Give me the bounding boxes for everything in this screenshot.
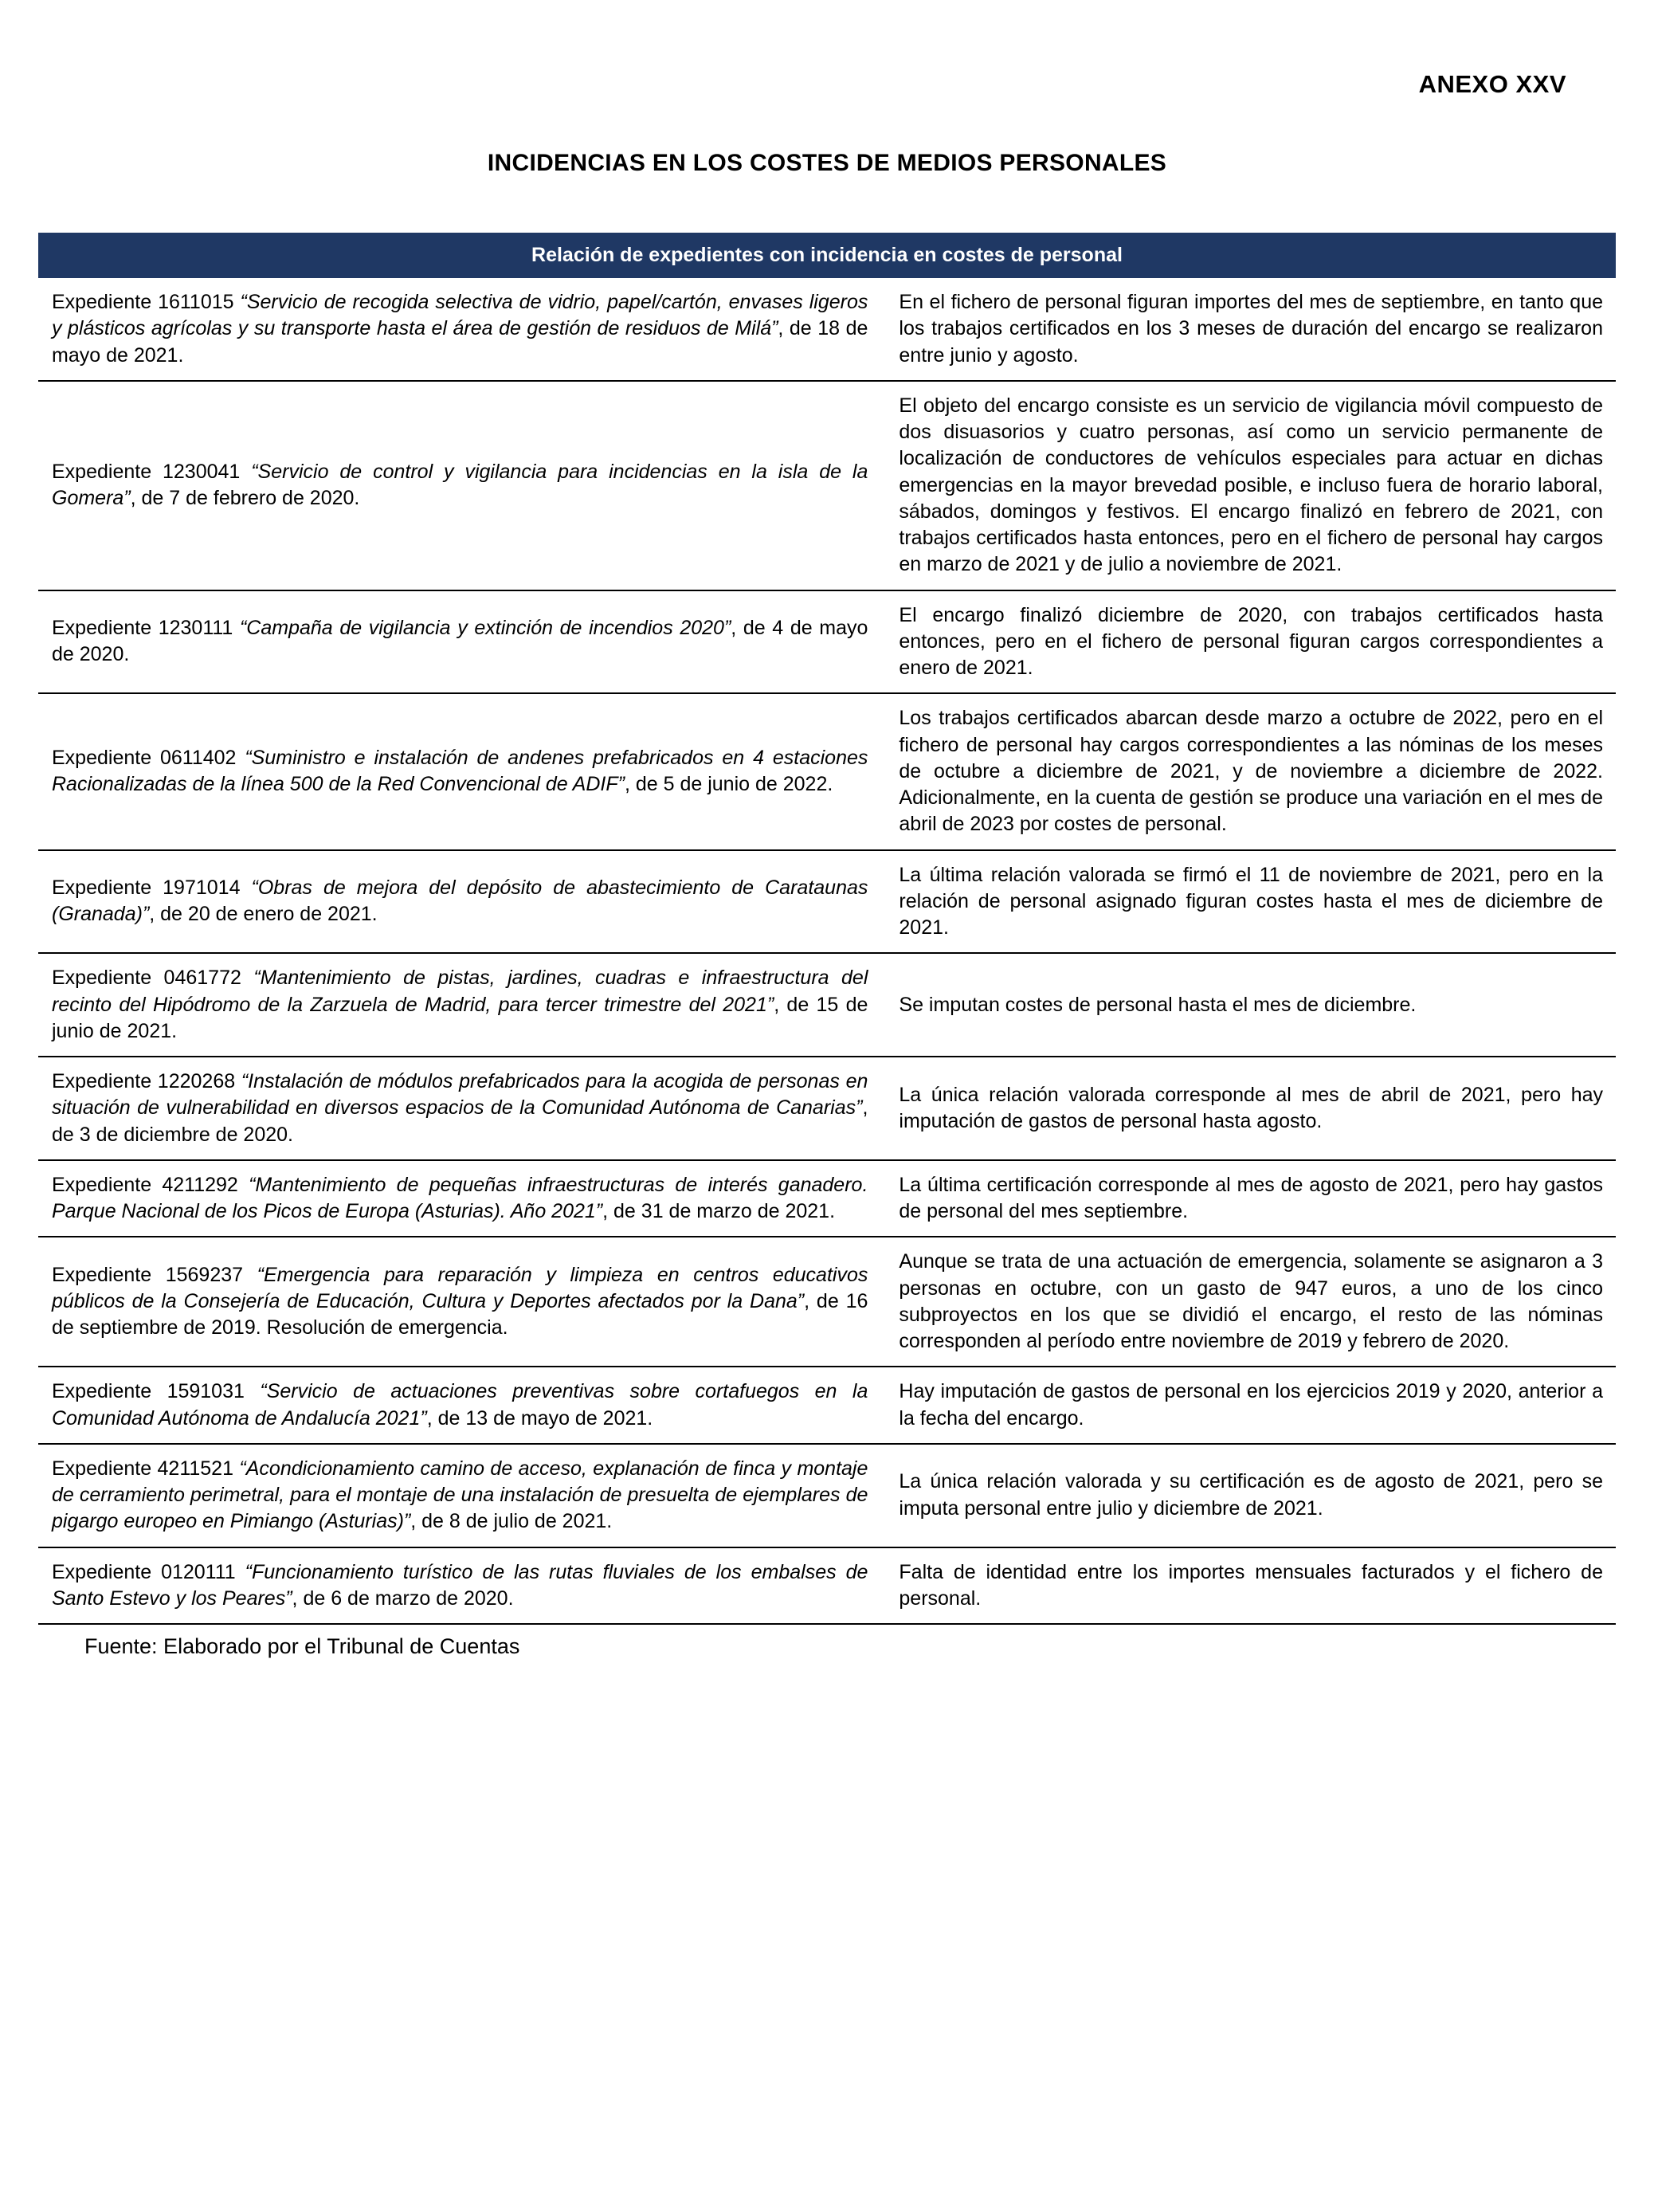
expediente-prefix: Expediente 1611015 bbox=[52, 291, 241, 313]
expediente-title: “Campaña de vigilancia y extinción de incendios 2020” bbox=[239, 617, 731, 640]
expediente-prefix: Expediente 0461772 bbox=[52, 967, 254, 990]
table-row bbox=[38, 851, 1616, 955]
expediente-cell bbox=[38, 1445, 874, 1547]
expediente-suffix: , de 16 de septiembre de 2019. Resolución de emergencia. bbox=[52, 1290, 868, 1339]
expediente-suffix: , de 8 de julio de 2021. bbox=[410, 1510, 613, 1533]
expediente-cell bbox=[38, 1548, 874, 1624]
expediente-title: “Servicio de actuaciones preventivas sobre cortafuegos en la Comunidad Autónoma de Andalucía 2021” bbox=[52, 1380, 868, 1430]
expediente-cell bbox=[38, 1367, 874, 1443]
expediente-title: “Mantenimiento de pequeñas infraestructuras de interés ganadero. Parque Nacional de los Picos de Europa (Asturias). Año 2021” bbox=[52, 1173, 868, 1222]
incidencia-cell: El objeto del encargo consiste es un servicio de vigilancia móvil compuesto de dos disuasorios y cuatro personas, así como un servicio permanente de localización de conductores de vehículos especiales para actuar en dichas emergencias en la mayor brevedad posible, e incluso fuera de horario laboral, sábados, domingos y festivos. El encargo finalizó en febrero de 2021, con trabajos certificados hasta entonces, pero en el fichero de personal hay cargos en marzo de 2021 y de julio a noviembre de 2021. bbox=[899, 394, 1603, 576]
expediente-cell bbox=[38, 448, 874, 524]
expediente-title: “Servicio de recogida selectiva de vidrio, papel/cartón, envases ligeros y plásticos agrícolas y su transporte hasta el área de gestión de residuos de Milá” bbox=[52, 291, 868, 340]
incidencia-cell: La última relación valorada se firmó el 11 de noviembre de 2021, pero en la relación de personal asignado figuran costes hasta el mes de diciembre de 2021. bbox=[899, 863, 1603, 939]
expediente-suffix: , de 31 de marzo de 2021. bbox=[602, 1200, 836, 1222]
expediente-prefix: Expediente 4211292 bbox=[52, 1173, 249, 1196]
expediente-title: “Obras de mejora del depósito de abastecimiento de Carataunas (Granada)” bbox=[52, 877, 868, 926]
expediente-suffix: , de 3 de diciembre de 2020. bbox=[52, 1096, 868, 1146]
source-note: Fuente: Elaborado por el Tribunal de Cuentas bbox=[84, 1634, 520, 1658]
expediente-suffix: , de 13 de mayo de 2021. bbox=[426, 1406, 653, 1430]
expediente-title: “Mantenimiento de pistas, jardines, cuadras e infraestructura del recinto del Hipódromo de la Zarzuela de Madrid, para tercer trimestre del 2021” bbox=[52, 967, 868, 1016]
incidencia-cell: Se imputan costes de personal hasta el mes de diciembre. bbox=[899, 993, 1417, 1016]
expediente-suffix: , de 4 de mayo de 2020. bbox=[52, 617, 868, 666]
table-row bbox=[38, 591, 1616, 695]
table-row bbox=[38, 1548, 1616, 1626]
expediente-title: “Emergencia para reparación y limpieza en centros educativos públicos de la Consejería de Educación, Cultura y Deportes afectados por la Dana” bbox=[52, 1263, 868, 1313]
table-row bbox=[38, 278, 1616, 382]
incidencia-cell: Falta de identidad entre los importes mensuales facturados y el fichero de personal. bbox=[899, 1560, 1603, 1610]
incidencia-cell: La única relación valorada corresponde al mes de abril de 2021, pero hay imputación de gastos de personal hasta agosto. bbox=[899, 1083, 1603, 1132]
table-row bbox=[38, 1367, 1616, 1445]
expediente-cell bbox=[38, 1161, 874, 1237]
expediente-suffix: , de 6 de marzo de 2020. bbox=[292, 1586, 514, 1610]
expediente-title: “Instalación de módulos prefabricados para la acogida de personas en situación de vulnerabilidad en diversos espacios de la Comunidad Autónoma de Canarias” bbox=[52, 1070, 868, 1120]
expediente-prefix: Expediente 1230111 bbox=[52, 617, 240, 640]
page-title: INCIDENCIAS EN LOS COSTES DE MEDIOS PERSONALES bbox=[487, 150, 1167, 176]
table-row bbox=[38, 1445, 1616, 1548]
expediente-prefix: Expediente 4211521 bbox=[52, 1457, 240, 1480]
incidencia-cell: Aunque se trata de una actuación de emergencia, solamente se asignaron a 3 personas en octubre, con un gasto de 947 euros, a uno de los cinco subproyectos en los que se dividió el encargo, el resto de las nóminas corresponden al período entre noviembre de 2019 y febrero de 2020. bbox=[899, 1250, 1603, 1352]
expediente-suffix: , de 5 de junio de 2022. bbox=[624, 773, 833, 796]
expediente-suffix: , de 18 de mayo de 2021. bbox=[52, 317, 868, 367]
expediente-suffix: , de 7 de febrero de 2020. bbox=[130, 487, 360, 510]
expediente-prefix: Expediente 0611402 bbox=[52, 747, 245, 770]
incidencia-cell: La última certificación corresponde al mes de agosto de 2021, pero hay gastos de personal del mes septiembre. bbox=[899, 1173, 1603, 1222]
expediente-cell bbox=[38, 954, 874, 1056]
table-row bbox=[38, 1161, 1616, 1238]
expediente-cell bbox=[38, 278, 874, 380]
incidencia-cell: Los trabajos certificados abarcan desde marzo a octubre de 2022, pero en el fichero de personal hay cargos correspondientes a las nóminas de los meses de octubre a diciembre de 2021, y de noviembre a diciembre de 2022. Adicionalmente, en la cuenta de gestión se produce una variación en el mes de abril de 2023 por costes de personal. bbox=[899, 707, 1603, 836]
expediente-suffix: , de 20 de enero de 2021. bbox=[149, 903, 378, 926]
incidencia-cell: Hay imputación de gastos de personal en los ejercicios 2019 y 2020, anterior a la fecha del encargo. bbox=[899, 1380, 1603, 1430]
annex-label: ANEXO XXV bbox=[1418, 70, 1566, 98]
expediente-prefix: Expediente 0120111 bbox=[52, 1560, 245, 1583]
incidencia-cell: El encargo finalizó diciembre de 2020, con trabajos certificados hasta entonces, pero en el fichero de personal figuran cargos correspondientes a enero de 2021. bbox=[899, 603, 1603, 679]
table-header: Relación de expedientes con incidencia en costes de personal bbox=[38, 233, 1616, 278]
expediente-prefix: Expediente 1230041 bbox=[52, 460, 252, 483]
expediente-title: “Servicio de control y vigilancia para incidencias en la isla de la Gomera” bbox=[52, 460, 868, 510]
table-body bbox=[38, 278, 1616, 1625]
incidencia-cell: En el fichero de personal figuran importes del mes de septiembre, en tanto que los trabajos certificados en los 3 meses de duración del encargo se realizaron entre junio y agosto. bbox=[899, 291, 1603, 367]
table-row bbox=[38, 1237, 1616, 1367]
expediente-prefix: Expediente 1591031 bbox=[52, 1380, 261, 1403]
expediente-prefix: Expediente 1569237 bbox=[52, 1263, 257, 1286]
table-row bbox=[38, 954, 1616, 1057]
expediente-suffix: , de 15 de junio de 2021. bbox=[52, 993, 868, 1042]
expediente-title: “Funcionamiento turístico de las rutas fluviales de los embalses de Santo Estevo y los Peares” bbox=[52, 1560, 868, 1610]
expediente-prefix: Expediente 1220268 bbox=[52, 1070, 241, 1092]
expediente-title: “Suministro e instalación de andenes prefabricados en 4 estaciones Racionalizadas de la línea 500 de la Red Convencional de ADIF” bbox=[52, 747, 868, 796]
expediente-cell bbox=[38, 734, 874, 810]
expediente-cell bbox=[38, 864, 874, 939]
expedientes-table bbox=[38, 233, 1616, 1625]
expediente-title: “Acondicionamiento camino de acceso, explanación de finca y montaje de cerramiento perimetral, para el montaje de una instalación de presuelta de ejemplares de pigargo europeo en Pimiango (Asturias)” bbox=[52, 1457, 868, 1533]
expediente-prefix: Expediente 1971014 bbox=[52, 877, 252, 900]
table-row bbox=[38, 694, 1616, 850]
table-row bbox=[38, 1057, 1616, 1161]
incidencia-cell: La única relación valorada y su certificación es de agosto de 2021, pero se imputa personal entre julio y diciembre de 2021. bbox=[899, 1470, 1603, 1520]
expediente-cell bbox=[38, 1251, 874, 1353]
expediente-cell bbox=[38, 604, 874, 680]
expediente-cell bbox=[38, 1057, 874, 1159]
table-row bbox=[38, 382, 1616, 591]
